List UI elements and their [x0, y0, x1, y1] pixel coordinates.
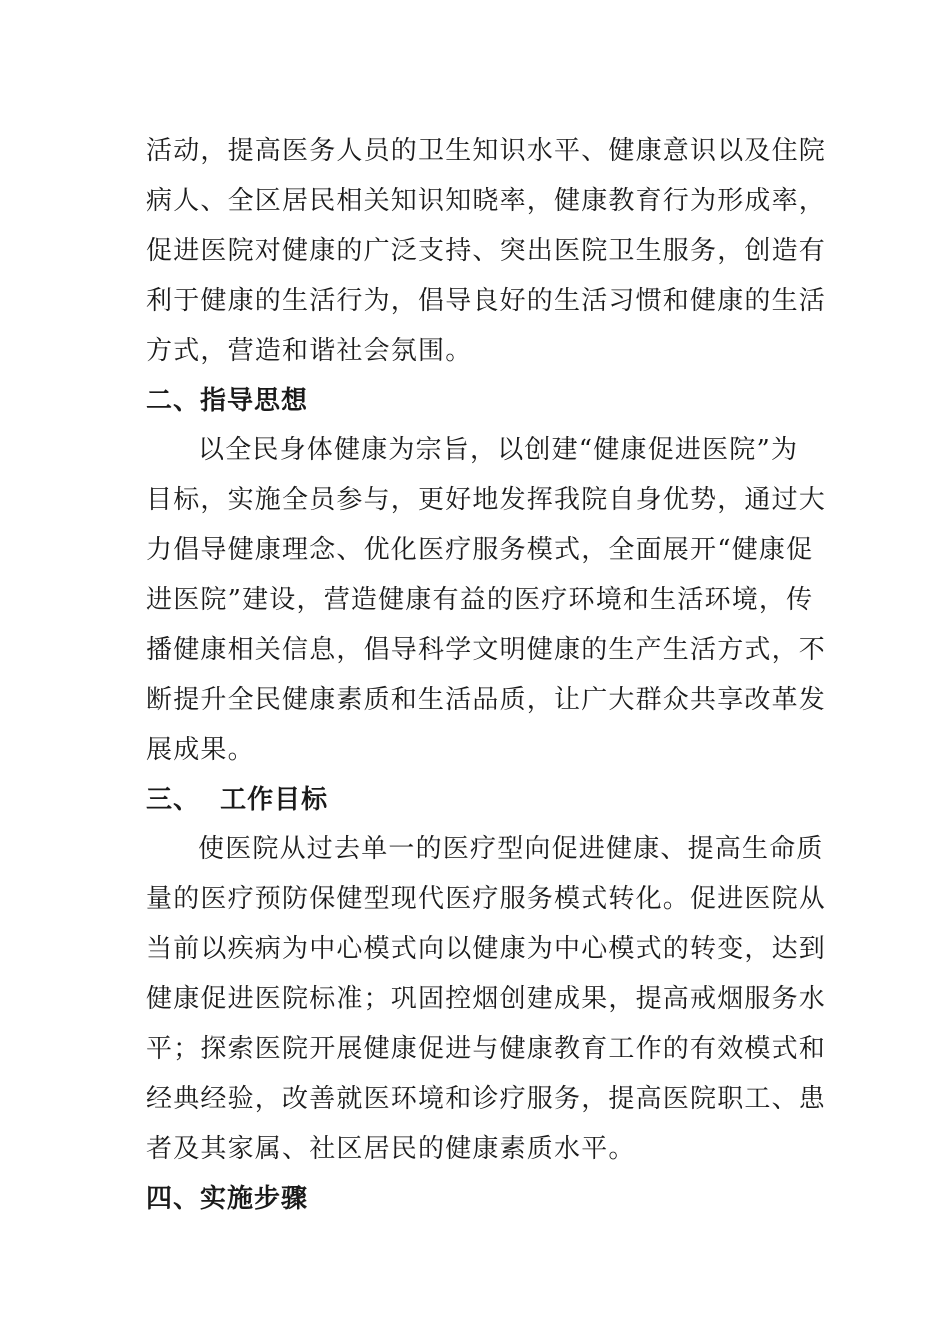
- section-heading-goals: 三、 工作目标: [146, 785, 329, 815]
- paragraph-line: 以全民身体健康为宗旨，以创建“健康促进医院”为: [198, 435, 799, 465]
- paragraph-line: 断提升全民健康素质和生活品质，让广大群众共享改革发: [146, 685, 827, 715]
- paragraph-line: 当前以疾病为中心模式向以健康为中心模式的转变，达到: [146, 934, 827, 964]
- paragraph-line: 量的医疗预防保健型现代医疗服务模式转化。促进医院从: [146, 884, 827, 914]
- paragraph-line: 病人、全区居民相关知识知晓率，健康教育行为形成率，: [146, 186, 827, 216]
- paragraph-line: 播健康相关信息，倡导科学文明健康的生产生活方式，不: [146, 635, 827, 665]
- section-heading-guiding: 二、指导思想: [146, 386, 309, 416]
- paragraph-line: 使医院从过去单一的医疗型向促进健康、提高生命质: [198, 834, 824, 864]
- paragraph-line: 利于健康的生活行为，倡导良好的生活习惯和健康的生活: [146, 286, 827, 316]
- paragraph-line: 活动，提高医务人员的卫生知识水平、健康意识以及住院: [146, 136, 827, 166]
- section-heading-steps: 四、实施步骤: [146, 1184, 309, 1214]
- paragraph-line: 平；探索医院开展健康促进与健康教育工作的有效模式和: [146, 1034, 827, 1064]
- paragraph-line: 目标，实施全员参与，更好地发挥我院自身优势，通过大: [146, 485, 827, 515]
- paragraph-line: 者及其家属、社区居民的健康素质水平。: [146, 1134, 636, 1164]
- paragraph-line: 力倡导健康理念、优化医疗服务模式，全面展开“健康促: [146, 535, 814, 565]
- paragraph-line: 进医院”建设，营造健康有益的医疗环境和生活环境，传: [146, 585, 814, 615]
- paragraph-line: 方式，营造和谐社会氛围。: [146, 336, 473, 366]
- paragraph-line: 经典经验，改善就医环境和诊疗服务，提高医院职工、患: [146, 1084, 827, 1114]
- paragraph-line: 促进医院对健康的广泛支持、突出医院卫生服务，创造有: [146, 236, 827, 266]
- paragraph-line: 展成果。: [146, 735, 255, 765]
- paragraph-line: 健康促进医院标准；巩固控烟创建成果，提高戒烟服务水: [146, 984, 827, 1014]
